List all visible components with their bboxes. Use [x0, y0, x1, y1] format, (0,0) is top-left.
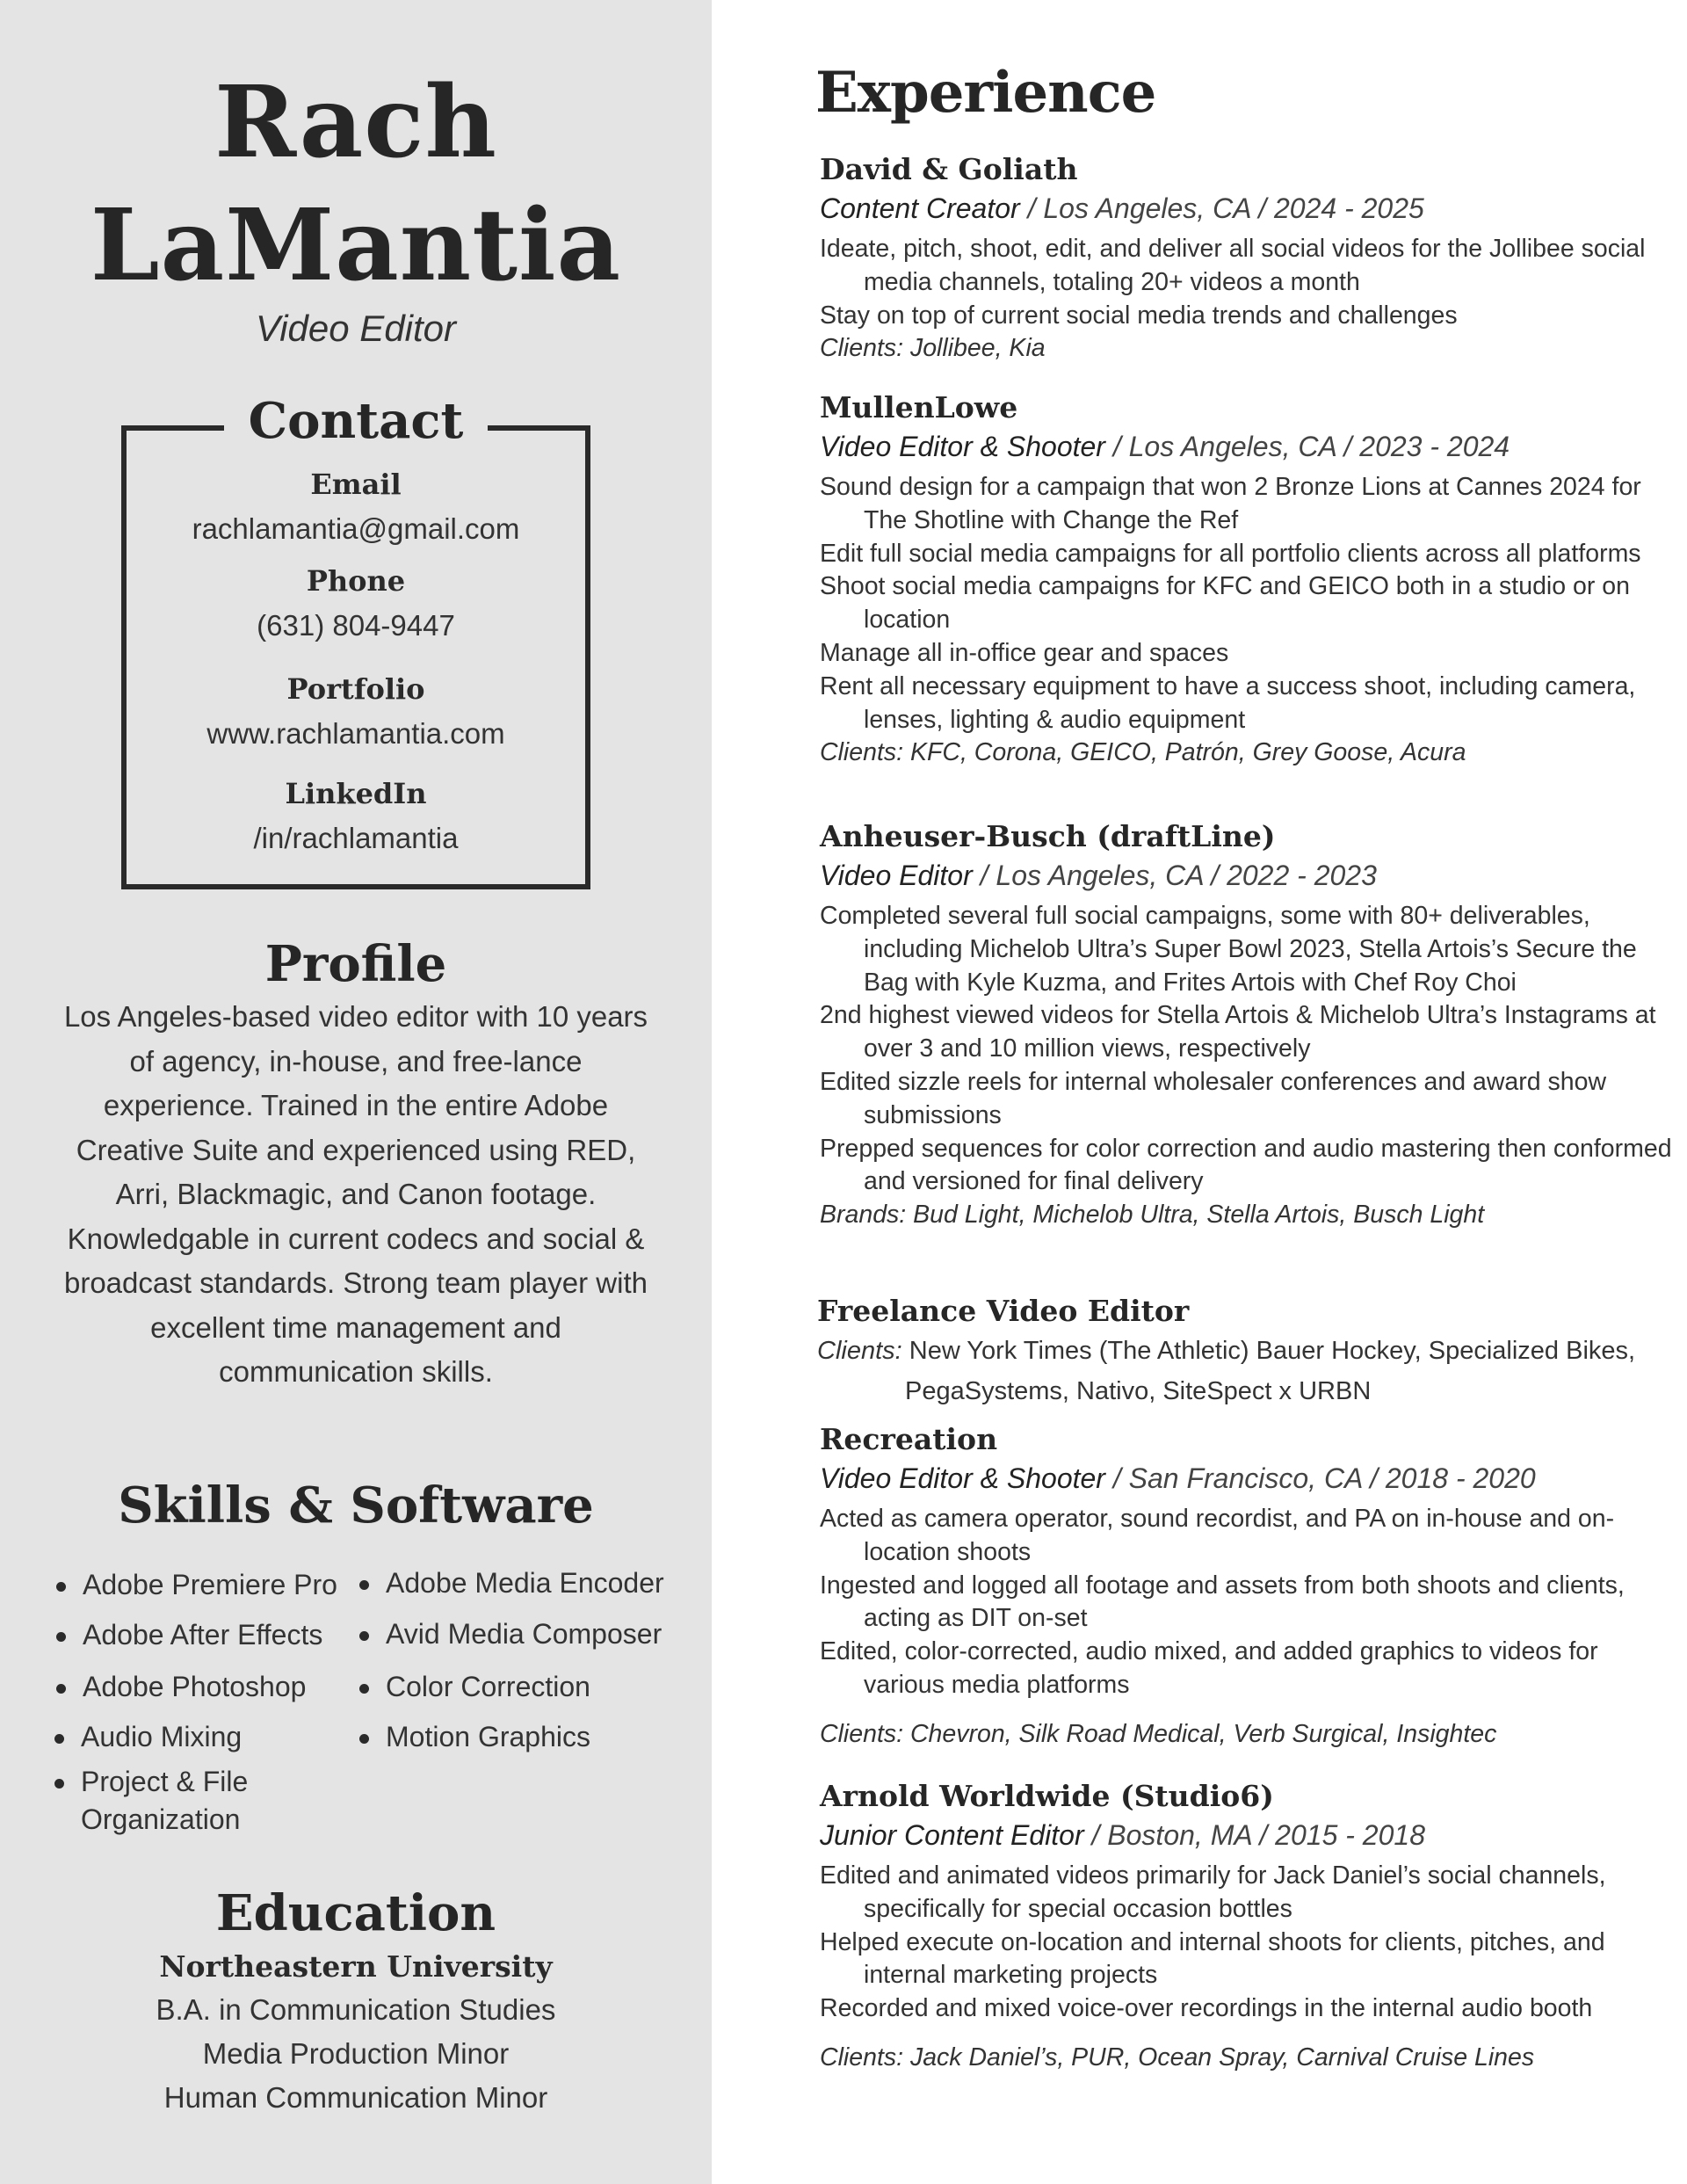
role-title: Video Editor & Shooter	[820, 431, 1105, 462]
bullet-icon	[54, 1779, 64, 1789]
job-entry	[820, 388, 1676, 770]
job-bullet: Edited sizzle reels for internal wholesaler conferences and award show submissions	[820, 1067, 1607, 1129]
job-bullet: Edit full social media campaigns for all portfolio clients across all platforms	[820, 539, 1641, 568]
job-bullet: Recorded and mixed voice-over recordings in the internal audio booth	[820, 1994, 1593, 2023]
skill-item: Adobe Media Encoder	[386, 1564, 664, 1602]
skill-item: Audio Mixing	[81, 1718, 242, 1756]
job-bullet: Ingested and logged all footage and assets from both shoots and clients, acting as DIT on-set	[820, 1571, 1625, 1633]
role-meta: / Boston, MA / 2015 - 2018	[1083, 1819, 1425, 1851]
portfolio-value[interactable]: www.rachlamantia.com	[206, 717, 505, 750]
job-bullet: Stay on top of current social media trends and challenges	[820, 301, 1458, 330]
job-bullet: Helped execute on-location and internal shoots for clients, pitches, and internal marketing projects	[820, 1927, 1605, 1990]
role-meta: / San Francisco, CA / 2018 - 2020	[1104, 1462, 1536, 1494]
role-line	[820, 189, 1676, 228]
job-entry	[820, 1420, 1676, 1752]
bullet-icon	[56, 1684, 66, 1694]
skill-item: Avid Media Composer	[386, 1615, 662, 1653]
company-name: David & Goliath	[820, 152, 1078, 186]
bullet-icon	[359, 1684, 369, 1694]
name-first: Rach	[214, 65, 497, 180]
job-bullets	[820, 1860, 1676, 2026]
job-entry	[820, 1777, 1676, 2075]
job-bullet: Edited, color-corrected, audio mixed, and added graphics to videos for various media platforms	[820, 1637, 1598, 1699]
bullet-icon	[56, 1582, 66, 1592]
job-clients: Clients: Jollibee, Kia	[820, 334, 1046, 363]
company-name: Freelance Video Editor	[817, 1294, 1190, 1328]
education-heading: Education	[215, 1884, 496, 1942]
clients-label: Clients:	[817, 1337, 902, 1365]
email-value[interactable]: rachlamantia@gmail.com	[192, 512, 520, 545]
skill-item: Motion Graphics	[386, 1718, 590, 1756]
profile-text: Los Angeles-based video editor with 10 years of agency, in-house, and free-lance experience. Trained in the entire Adobe Creative Suite and experienced using RED, Arri, Blackmagic, and Canon footage. Knowledgable in current codecs and social & broadcast standards. Strong team player with excellent time management and communication skills.	[63, 1000, 648, 1388]
job-clients: Clients: Chevron, Silk Road Medical, Verb Surgical, Insightec	[820, 1719, 1497, 1748]
job-clients: Clients: KFC, Corona, GEICO, Patrón, Grey Goose, Acura	[820, 738, 1466, 767]
education-minor: Media Production Minor	[202, 2037, 510, 2070]
education-minor: Human Communication Minor	[163, 2081, 548, 2114]
job-bullets	[820, 233, 1676, 332]
experience-heading: Experience	[815, 60, 1156, 126]
contact-heading: Contact	[0, 392, 712, 450]
sidebar	[0, 0, 712, 2184]
job-bullet: 2nd highest viewed videos for Stella Artois & Michelob Ultra’s Instagrams at over 3 and 10 million views, respectively	[820, 1001, 1656, 1063]
job-entry	[820, 150, 1676, 366]
job-bullets	[820, 1503, 1676, 1702]
skill-item: Project & File Organization	[81, 1763, 283, 1839]
job-bullet: Acted as camera operator, sound recordist, and PA on in-house and on-location shoots	[820, 1505, 1615, 1566]
job-clients	[817, 1331, 1674, 1411]
name-last: LaMantia	[90, 188, 622, 303]
role-title: Content Creator	[820, 192, 1020, 224]
role-meta: / Los Angeles, CA / 2022 - 2023	[972, 860, 1377, 891]
skill-item: Adobe Photoshop	[83, 1668, 306, 1706]
company-name: MullenLowe	[820, 390, 1018, 424]
bullet-icon	[54, 1734, 64, 1744]
education-degree: B.A. in Communication Studies	[156, 1993, 556, 2026]
bullet-icon	[359, 1734, 369, 1744]
job-bullet: Edited and animated videos primarily for Jack Daniel’s social channels, specifically for special occasion bottles	[820, 1861, 1606, 1923]
phone-label: Phone	[306, 564, 406, 598]
email-label: Email	[310, 468, 402, 501]
job-clients: Clients: Jack Daniel’s, PUR, Ocean Spray, Carnival Cruise Lines	[820, 2043, 1535, 2072]
job-bullet: Ideate, pitch, shoot, edit, and deliver all social videos for the Jollibee social media channels, totaling 20+ videos a month	[820, 235, 1646, 296]
phone-value[interactable]: (631) 804-9447	[257, 609, 455, 642]
skills-heading: Skills & Software	[118, 1477, 594, 1535]
profile-heading: Profile	[264, 935, 447, 993]
job-bullets	[820, 471, 1676, 736]
company-name: Arnold Worldwide (Studio6)	[820, 1779, 1274, 1813]
education-school: Northeastern University	[159, 1949, 553, 1984]
job-bullet: Manage all in-office gear and spaces	[820, 638, 1229, 667]
job-bullet: Sound design for a campaign that won 2 Bronze Lions at Cannes 2024 for The Shotline with Change the Ref	[820, 473, 1641, 534]
role-title: Video Editor & Shooter	[820, 1462, 1105, 1494]
main-content	[815, 0, 1676, 2184]
company-name: Recreation	[820, 1422, 998, 1456]
bullet-icon	[56, 1632, 66, 1642]
job-entry	[820, 817, 1676, 1232]
linkedin-label: LinkedIn	[285, 777, 427, 810]
role-line	[820, 1459, 1676, 1498]
portfolio-label: Portfolio	[286, 672, 425, 706]
job-title: Video Editor	[255, 308, 457, 349]
role-line	[820, 1816, 1676, 1854]
job-clients: Brands: Bud Light, Michelob Ultra, Stella Artois, Busch Light	[820, 1201, 1485, 1230]
job-bullets	[820, 900, 1676, 1199]
skill-item: Adobe Premiere Pro	[83, 1566, 337, 1604]
bullet-icon	[359, 1631, 369, 1641]
job-bullet: Rent all necessary equipment to have a success shoot, including camera, lenses, lighting & audio equipment	[820, 671, 1636, 734]
role-title: Junior Content Editor	[820, 1819, 1084, 1851]
job-bullet: Prepped sequences for color correction and audio mastering then conformed and versioned for final delivery	[820, 1134, 1672, 1196]
role-line	[820, 856, 1676, 895]
job-bullet: Shoot social media campaigns for KFC and GEICO both in a studio or on location	[820, 572, 1630, 635]
skill-item: Adobe After Effects	[83, 1616, 322, 1654]
role-title: Video Editor	[820, 860, 973, 891]
bullet-icon	[359, 1580, 369, 1590]
company-name: Anheuser-Busch (draftLine)	[820, 819, 1276, 853]
clients-text: New York Times (The Athletic) Bauer Hockey, Specialized Bikes, PegaSystems, Nativo, SiteSpect x URBN	[901, 1337, 1636, 1405]
role-meta: / Los Angeles, CA / 2023 - 2024	[1104, 431, 1510, 462]
job-bullet: Completed several full social campaigns, some with 80+ deliverables, including Michelob Ultra’s Super Bowl 2023, Stella Artois’s Secure the Bag with Kyle Kuzma, and Frites Artois with Chef Roy Choi	[820, 902, 1637, 997]
skill-item: Color Correction	[386, 1668, 590, 1706]
linkedin-value[interactable]: /in/rachlamantia	[253, 822, 459, 854]
role-line	[820, 427, 1676, 466]
job-entry	[817, 1292, 1674, 1411]
role-meta: / Los Angeles, CA / 2024 - 2025	[1019, 192, 1424, 224]
